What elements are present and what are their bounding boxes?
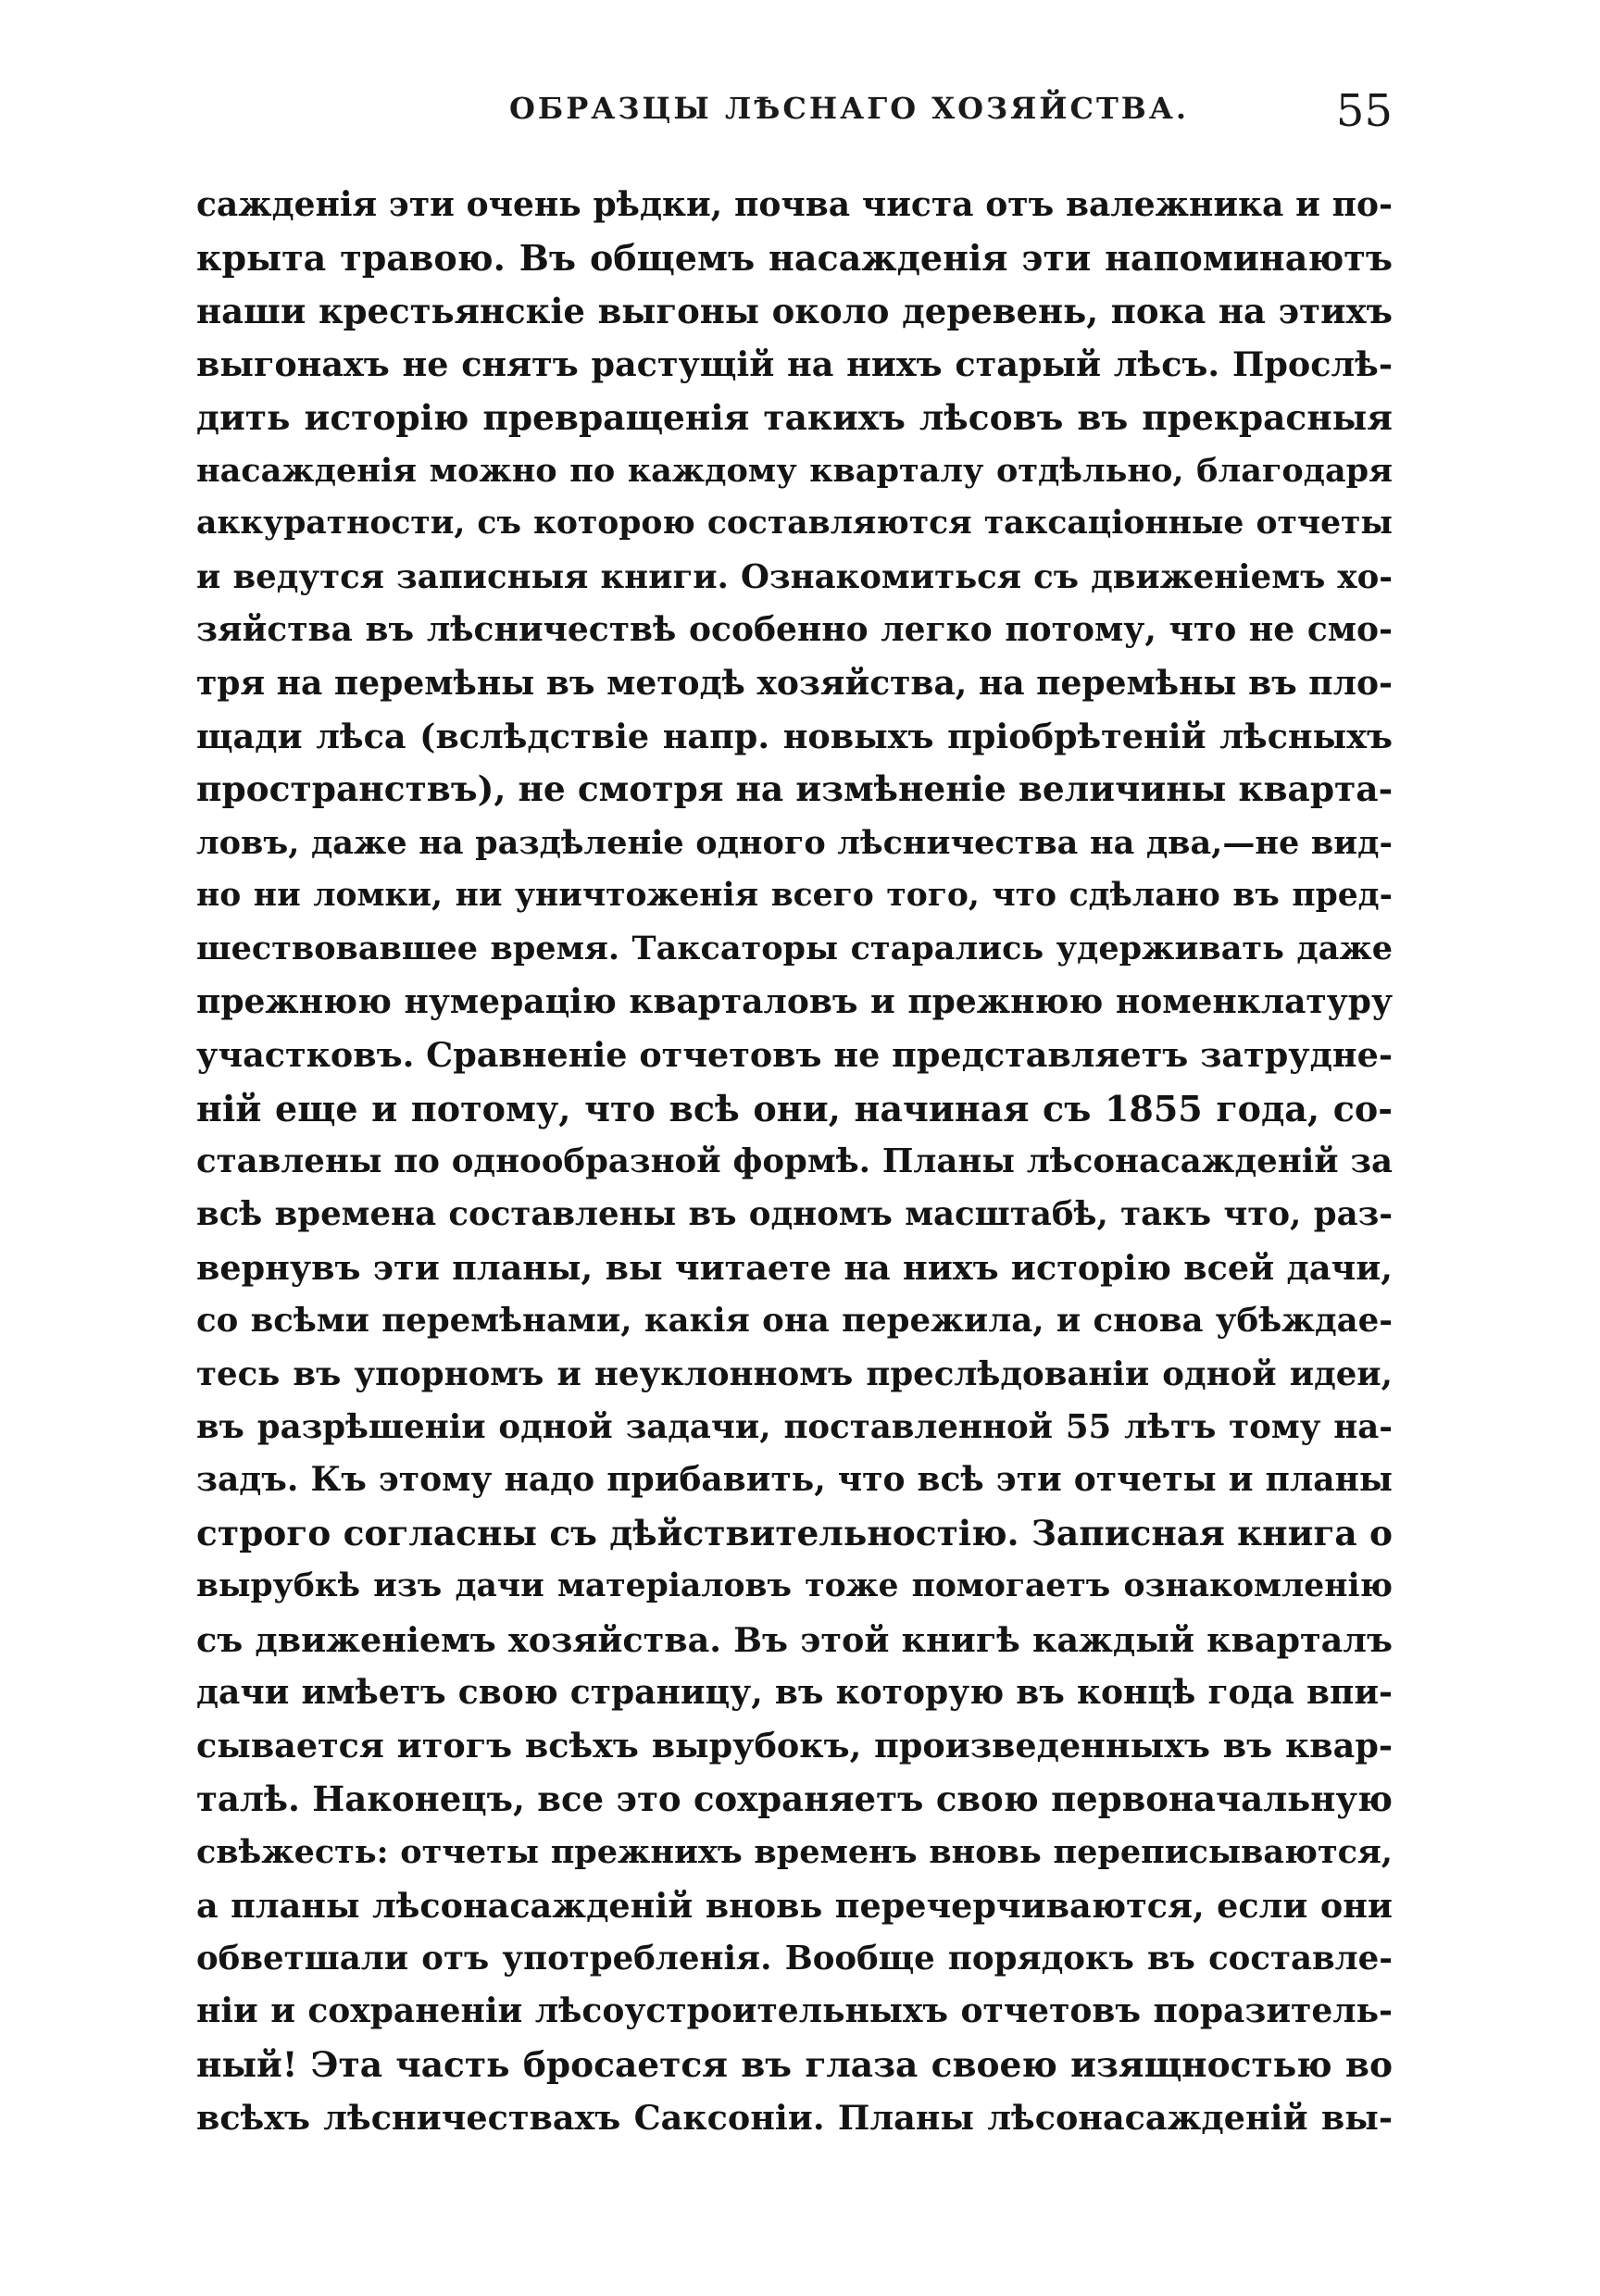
text-line: вырубкѣ изъ дачи матеріаловъ тоже помогаетъ ознакомленію [196, 1567, 1393, 1605]
text-line: дачи имѣетъ свою страницу, въ которую въ концѣ года впи- [196, 1672, 1393, 1712]
text-line: наши крестьянскіе выгоны около деревень, пока на этихъ [196, 290, 1393, 331]
text-line: насажденія можно по каждому кварталу отдѣльно, благодаря [196, 451, 1393, 490]
text-line: со всѣми перемѣнами, какія она пережила, и снова убѣждае- [196, 1302, 1393, 1341]
text-line: шествовавшее время. Таксаторы старались удерживать даже [196, 930, 1393, 968]
text-line: обветшали отъ употребленія. Вообще порядокъ въ составле- [196, 1939, 1393, 1978]
text-line: сажденія эти очень рѣдки, почва чиста отъ валежника и по- [196, 185, 1393, 224]
text-line: выгонахъ не снятъ растущій на нихъ старый лѣсъ. Прослѣ- [196, 344, 1393, 385]
text-line: въ разрѣшеніи одной задачи, поставленной 55 лѣтъ тому на- [196, 1407, 1393, 1446]
text-line: талѣ. Наконецъ, все это сохраняетъ свою первоначальную [196, 1778, 1393, 1819]
text-line: ній еще и потому, что всѣ они, начиная съ 1855 года, со- [196, 1087, 1393, 1129]
text-line: тря на перемѣны въ методѣ хозяйства, на перемѣны въ пло- [196, 663, 1393, 703]
text-line: зяйства въ лѣсничествѣ особенно легко потому, что не смо- [196, 610, 1393, 650]
text-line: всѣхъ лѣсничествахъ Саксоніи. Планы лѣсонасажденій вы- [196, 2098, 1393, 2139]
running-title: ОБРАЗЦЫ ЛѢСНАГО ХОЗЯЙСТВА. [509, 91, 1190, 126]
text-line: тесь въ упорномъ и неуклонномъ преслѣдованіи одной идеи, [196, 1354, 1393, 1393]
text-line: ловъ, даже на раздѣленіе одного лѣсничества на два,—не вид- [196, 823, 1393, 862]
text-line: строго согласны съ дѣйствительностію. Записная книга о [196, 1512, 1393, 1554]
text-line: а планы лѣсонасажденій вновь перечерчиваются, если они [196, 1885, 1393, 1926]
text-line: и ведутся записныя книги. Ознакомиться съ движеніемъ хо- [196, 557, 1393, 596]
page-number: 55 [1335, 85, 1393, 137]
text-line: вернувъ эти планы, вы читаете на нихъ исторію всей дачи, [196, 1247, 1393, 1288]
text-line: ный! Эта часть бросается въ глаза своею изящностью во [196, 2043, 1393, 2085]
text-line: съ движеніемъ хозяйства. Въ этой книгѣ каждый кварталъ [196, 1619, 1393, 1660]
text-line: щади лѣса (вслѣдствіе напр. новыхъ пріобрѣтеній лѣсныхъ [196, 716, 1393, 756]
text-line: прежнюю нумерацію кварталовъ и прежнюю номенклатуру [196, 981, 1393, 1021]
text-line: ніи и сохраненіи лѣсоустроительныхъ отчетовъ поразитель- [196, 1991, 1393, 2031]
running-head [194, 85, 1398, 141]
text-line: пространствъ), не смотря на измѣненіе величины кварта- [196, 768, 1394, 810]
text-line: свѣжесть: отчеты прежнихъ временъ вновь переписываются, [196, 1833, 1393, 1872]
body-text [196, 179, 1393, 2144]
text-line: сывается итогъ всѣхъ вырубокъ, произведенныхъ въ квар- [196, 1726, 1393, 1766]
text-line: аккуратности, съ которою составляются таксаціонные отчеты [196, 505, 1393, 543]
text-line: но ни ломки, ни уничтоженія всего того, что сдѣлано въ пред- [196, 877, 1393, 915]
text-line: ставлены по однообразной формѣ. Планы лѣсонасажденій за [196, 1142, 1393, 1181]
text-line: всѣ времена составлены въ одномъ масштабѣ, такъ что, раз- [196, 1195, 1393, 1234]
text-line: дить исторію превращенія такихъ лѣсовъ въ прекрасныя [196, 396, 1393, 438]
text-line: задъ. Къ этому надо прибавить, что всѣ эти отчеты и планы [196, 1460, 1393, 1500]
text-line: участковъ. Сравненіе отчетовъ не представляетъ затрудне- [196, 1035, 1393, 1076]
text-line: крыта травою. Въ общемъ насажденія эти напоминаютъ [196, 237, 1393, 280]
